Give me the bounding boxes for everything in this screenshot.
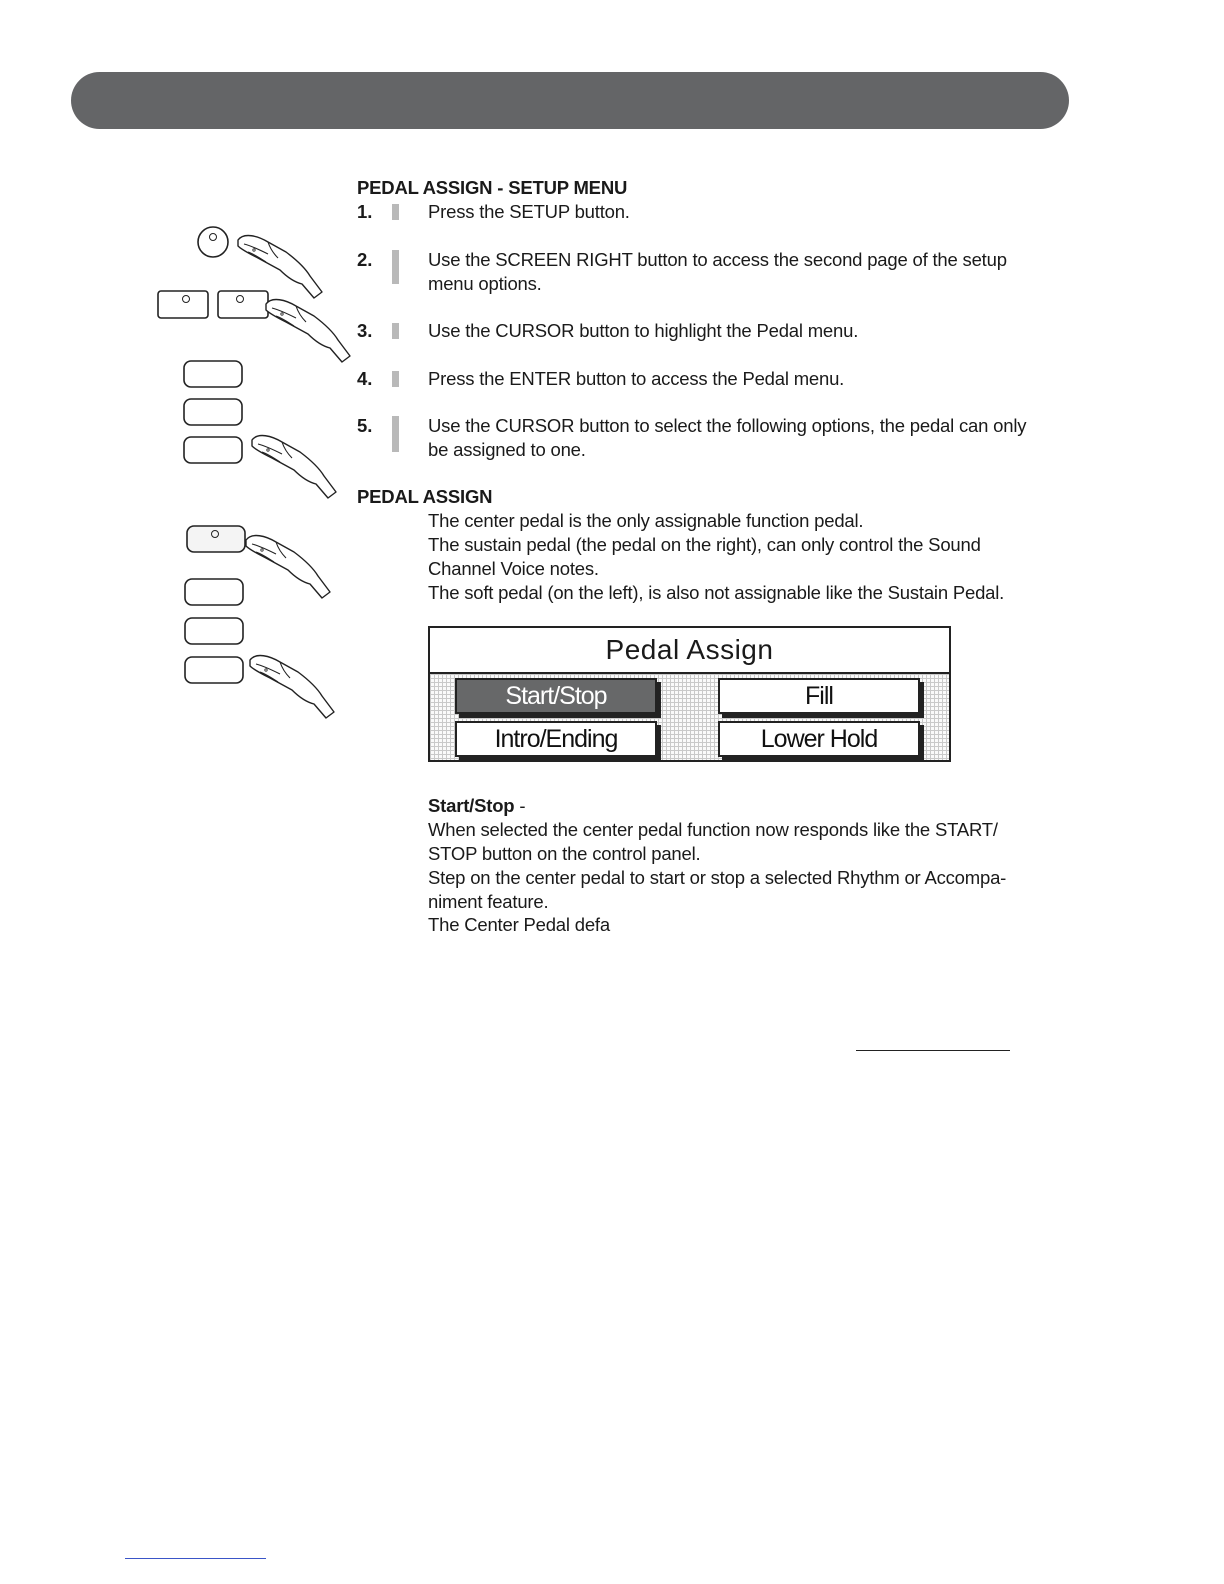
cursor-buttons-icon: [185, 579, 243, 683]
header-bar: [71, 72, 1069, 129]
divider-line: [125, 1558, 266, 1559]
option-start-stop[interactable]: Start/Stop: [455, 678, 657, 714]
display-title: Pedal Assign: [430, 628, 949, 674]
enter-button-icon: [187, 526, 245, 552]
step-text: Use the SCREEN RIGHT button to access the second page of the setup: [428, 249, 1007, 270]
paragraph-line: The Center Pedal defa: [428, 914, 610, 935]
paragraph-line: Step on the center pedal to start or stop a selected Rhythm or Accompa-: [428, 867, 1007, 888]
screen-left-button-icon: [158, 291, 208, 318]
paragraph-line: Channel Voice notes.: [428, 558, 599, 579]
section-title: PEDAL ASSIGN - SETUP MENU: [357, 177, 628, 198]
step-marker: [392, 204, 399, 220]
paragraph-line: The sustain pedal (the pedal on the right), can only control the Sound: [428, 534, 981, 555]
step-marker: [392, 250, 399, 284]
step-marker: [392, 416, 399, 452]
option-fill[interactable]: Fill: [718, 678, 920, 714]
step-number: 5.: [357, 415, 373, 436]
step-text: Use the CURSOR button to select the following options, the pedal can only: [428, 415, 1027, 436]
pedal-assign-display: [428, 626, 951, 762]
start-stop-heading: Start/Stop: [428, 795, 515, 816]
setup-button-icon: [198, 227, 228, 257]
step-text: Press the SETUP button.: [428, 201, 630, 222]
step-marker: [392, 371, 399, 387]
step-number: 3.: [357, 320, 373, 341]
start-stop-heading-line: [428, 794, 525, 818]
display-option-grid: [430, 674, 949, 760]
hand-pointer-icon: [246, 536, 330, 598]
paragraph-line: STOP button on the control panel.: [428, 843, 701, 864]
step-text: menu options.: [428, 273, 542, 294]
step-text: be assigned to one.: [428, 439, 586, 460]
heading-dash: -: [514, 795, 526, 816]
option-intro-ending[interactable]: Intro/Ending: [455, 721, 657, 757]
option-lower-hold[interactable]: Lower Hold: [718, 721, 920, 757]
step-number: 2.: [357, 249, 373, 270]
step-text: Press the ENTER button to access the Pedal menu.: [428, 368, 845, 389]
hand-pointer-icon: [266, 300, 350, 362]
cursor-buttons-icon: [184, 361, 242, 463]
step-number: 1.: [357, 201, 373, 222]
paragraph-line: The soft pedal (on the left), is also not assignable like the Sustain Pedal.: [428, 582, 1005, 603]
button-press-illustration: [150, 220, 360, 720]
divider-line: [856, 1050, 1010, 1051]
hand-pointer-icon: [252, 436, 336, 498]
hand-pointer-icon: [238, 236, 322, 298]
screen-right-button-icon: [218, 291, 268, 318]
hand-pointer-icon: [250, 656, 334, 718]
paragraph-line: The center pedal is the only assignable function pedal.: [428, 510, 864, 531]
step-number: 4.: [357, 368, 373, 389]
paragraph-line: When selected the center pedal function now responds like the START/: [428, 819, 998, 840]
step-marker: [392, 323, 399, 339]
pedal-assign-heading: PEDAL ASSIGN: [357, 486, 493, 507]
step-text: Use the CURSOR button to highlight the Pedal menu.: [428, 320, 859, 341]
paragraph-line: niment feature.: [428, 891, 549, 912]
